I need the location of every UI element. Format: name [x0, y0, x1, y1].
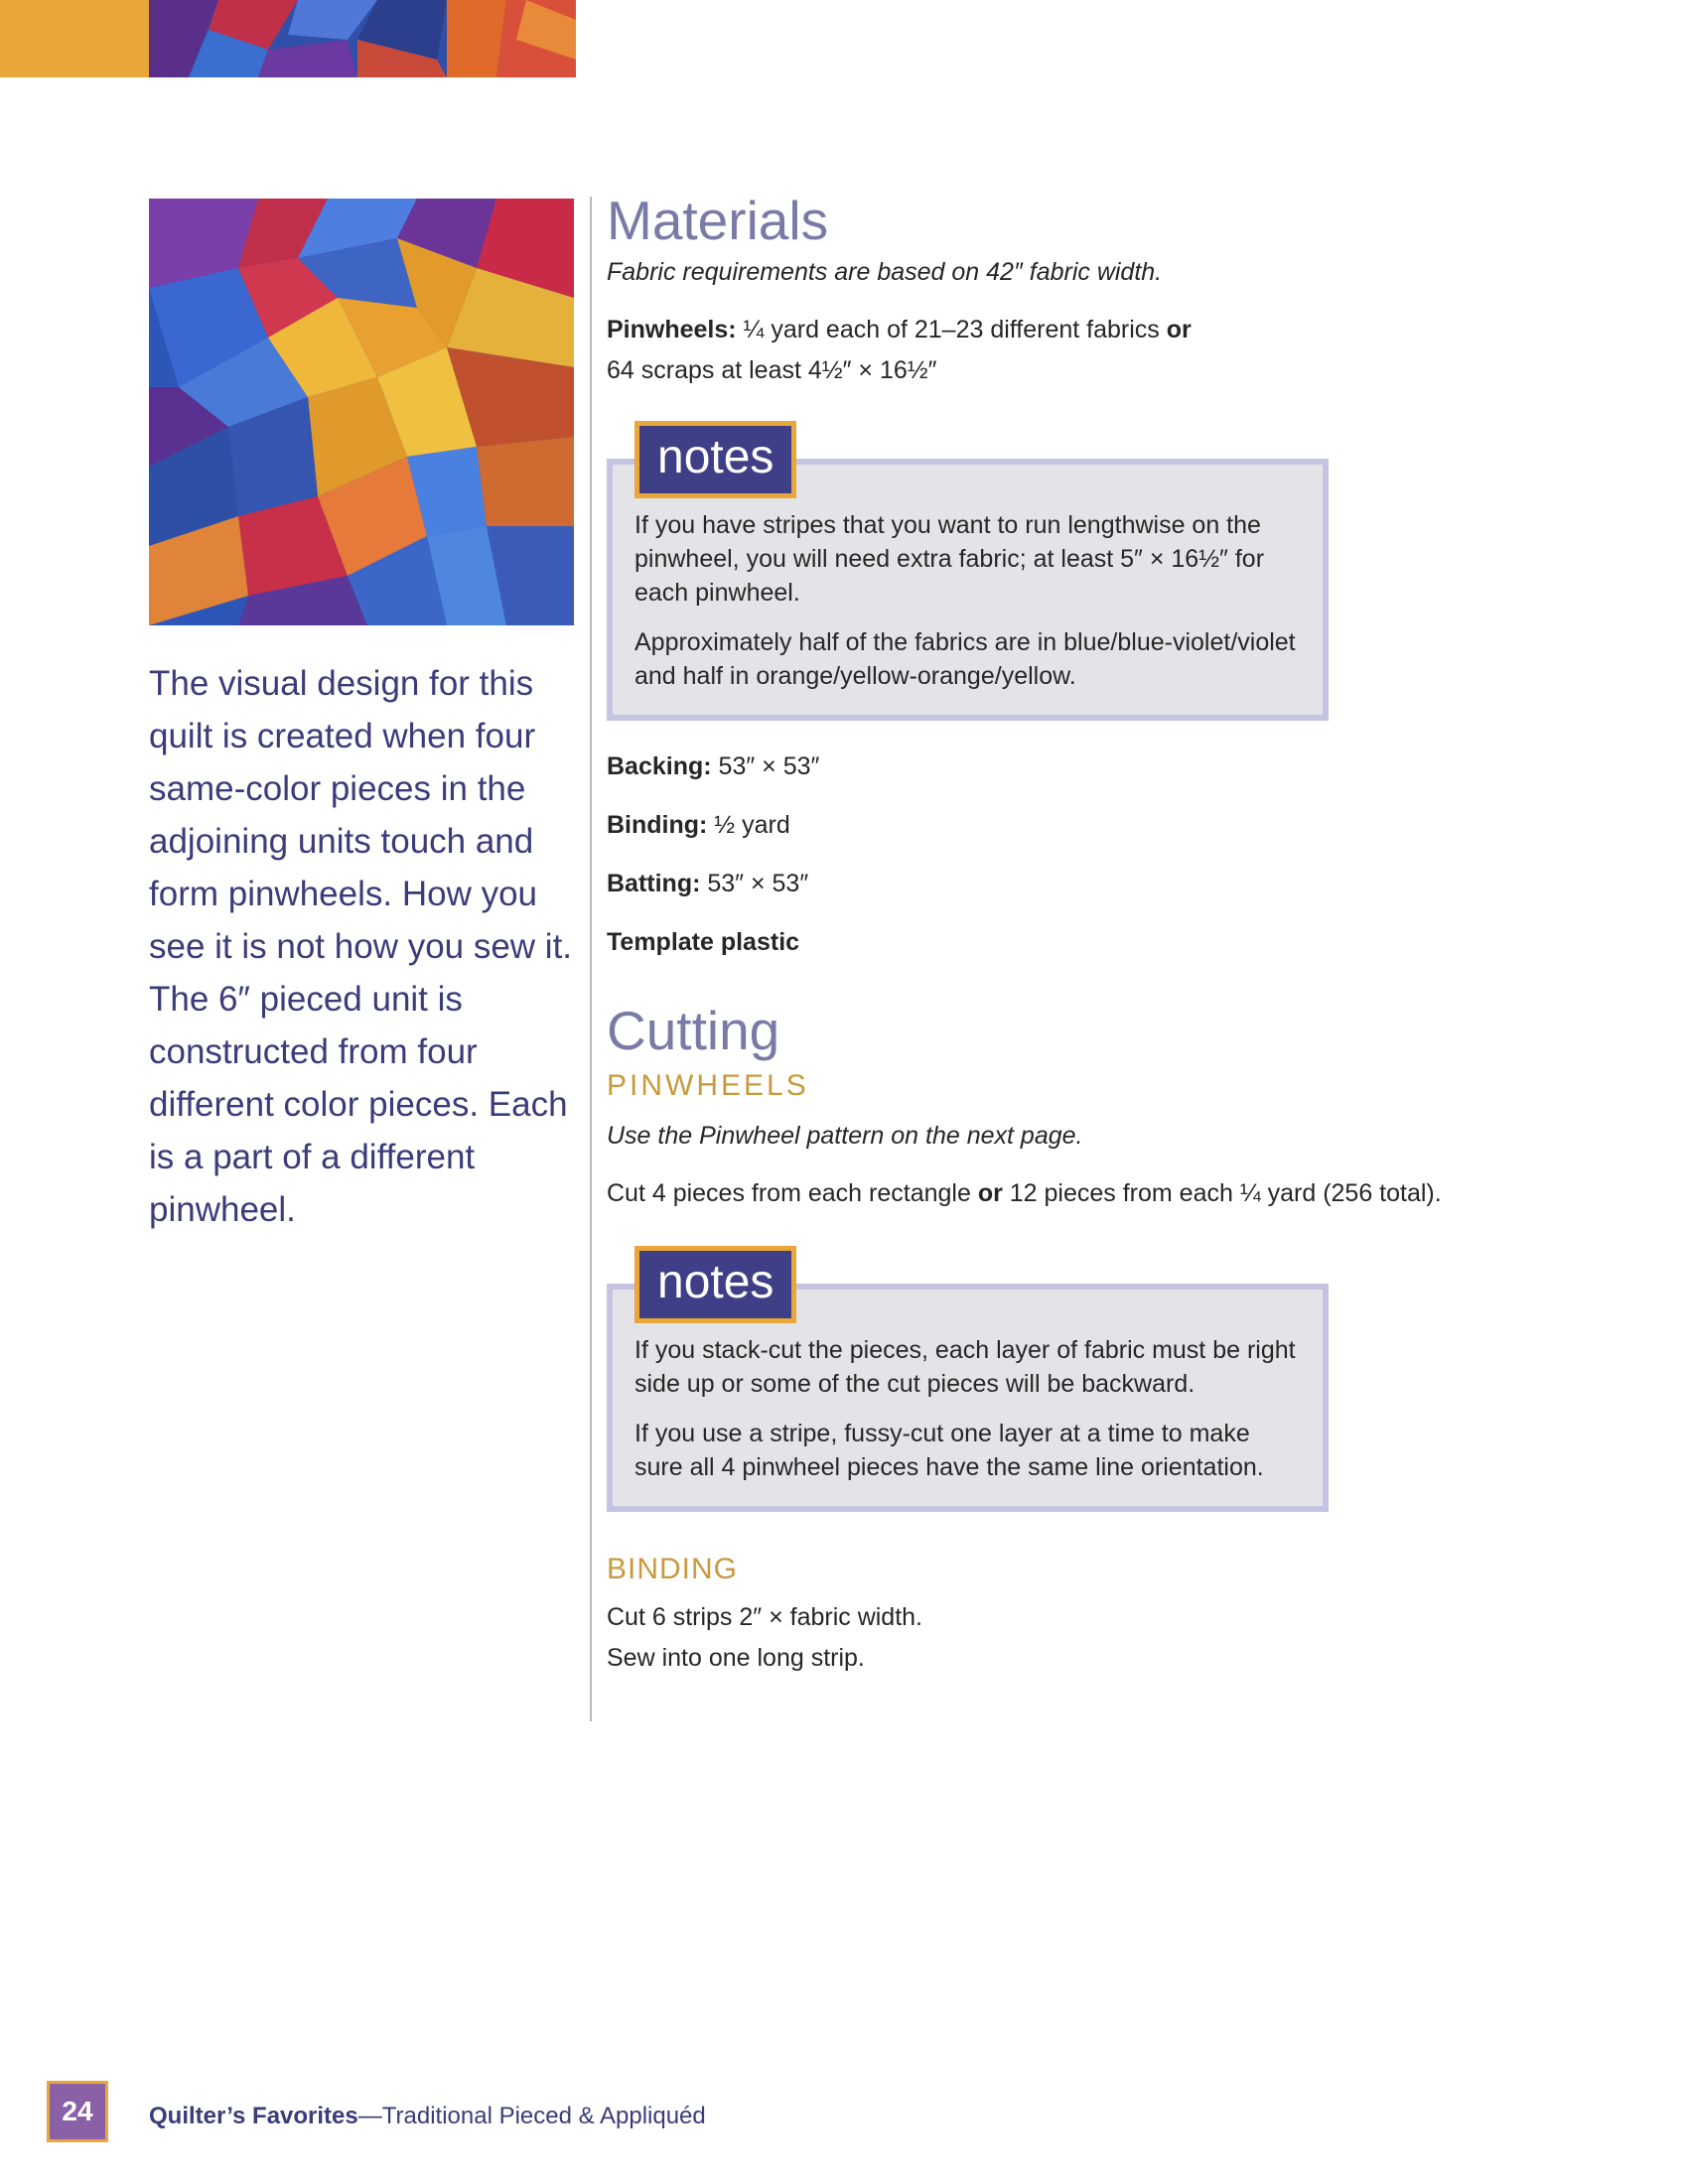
book-title: Quilter’s Favorites: [149, 2103, 358, 2129]
binding-subheading: BINDING: [607, 1553, 739, 1585]
binding-value: ½ yard: [707, 811, 790, 839]
batting-label: Batting:: [607, 870, 701, 897]
batting-requirement: [607, 864, 1659, 904]
pinwheels-or: or: [1166, 316, 1192, 343]
notes-tab: notes: [634, 421, 796, 498]
materials-heading: Materials: [607, 190, 829, 251]
binding-cut-line: Cut 6 strips 2″ × fabric width.: [607, 1603, 923, 1631]
top-orange-block: [0, 0, 149, 77]
backing-value: 53″ × 53″: [711, 752, 820, 780]
pinwheels-label: Pinwheels:: [607, 316, 737, 343]
column-divider: [590, 197, 592, 1721]
backing-label: Backing:: [607, 752, 712, 780]
notes-paragraph: If you stack-cut the pieces, each layer of fabric must be right side up or some of the cut pieces will be backward.: [634, 1336, 1296, 1398]
quilt-photo: [149, 199, 574, 625]
template-requirement: [607, 922, 1659, 963]
notes-paragraph: If you use a stripe, fussy-cut one layer at a time to make sure all 4 pinwheel pieces have the same line orientation.: [634, 1420, 1264, 1481]
pinwheels-text: ¼ yard each of 21–23 different fabrics: [736, 316, 1167, 343]
page-number-badge: 24: [47, 2081, 108, 2142]
pinwheels-subheading: PINWHEELS: [607, 1069, 809, 1102]
cutting-or: or: [977, 1179, 1003, 1207]
pinwheels-scraps: 64 scraps at least 4½″ × 16½″: [607, 356, 937, 384]
cutting-text: Cut 4 pieces from each rectangle: [607, 1179, 978, 1207]
quilt-caption: The visual design for this quilt is created when four same-color pieces in the adjoining units touch and form pinwheels. How you see it is not how you sew it. The 6″ pieced unit is constructed from four different color pieces. Each is a part of a different pinwheel.: [149, 664, 573, 1229]
main-content: [607, 187, 1659, 1679]
pattern-note: Use the Pinwheel pattern on the next page.: [607, 1122, 1083, 1150]
cutting-text-end: 12 pieces from each ¼ yard (256 total).: [1002, 1179, 1442, 1207]
binding-sew-line: Sew into one long strip.: [607, 1644, 865, 1672]
pinwheels-requirement: [607, 310, 1659, 391]
binding-cut-instruction: [607, 1597, 1659, 1679]
binding-label: Binding:: [607, 811, 708, 839]
backing-requirement: [607, 747, 1659, 787]
binding-requirement: [607, 805, 1659, 846]
batting-value: 53″ × 53″: [700, 870, 809, 897]
top-quilt-strip: [149, 0, 576, 77]
notes-paragraph: If you have stripes that you want to run lengthwise on the pinwheel, you will need extra fabric; at least 5″ × 16½″ for each pinwheel.: [634, 511, 1265, 607]
template-label: Template plastic: [607, 928, 800, 956]
materials-subtitle: Fabric requirements are based on 42″ fabric width.: [607, 258, 1163, 286]
notes-box-cutting: [607, 1256, 1329, 1512]
notes-paragraph: Approximately half of the fabrics are in blue/blue-violet/violet and half in orange/yellow-orange/yellow.: [634, 628, 1296, 690]
cutting-instruction: [607, 1173, 1659, 1214]
footer-title: [149, 2103, 706, 2130]
notes-tab: notes: [634, 1246, 796, 1323]
book-subtitle: —Traditional Pieced & Appliquéd: [357, 2103, 706, 2129]
cutting-heading: Cutting: [607, 1000, 780, 1061]
notes-box-materials: [607, 431, 1329, 721]
